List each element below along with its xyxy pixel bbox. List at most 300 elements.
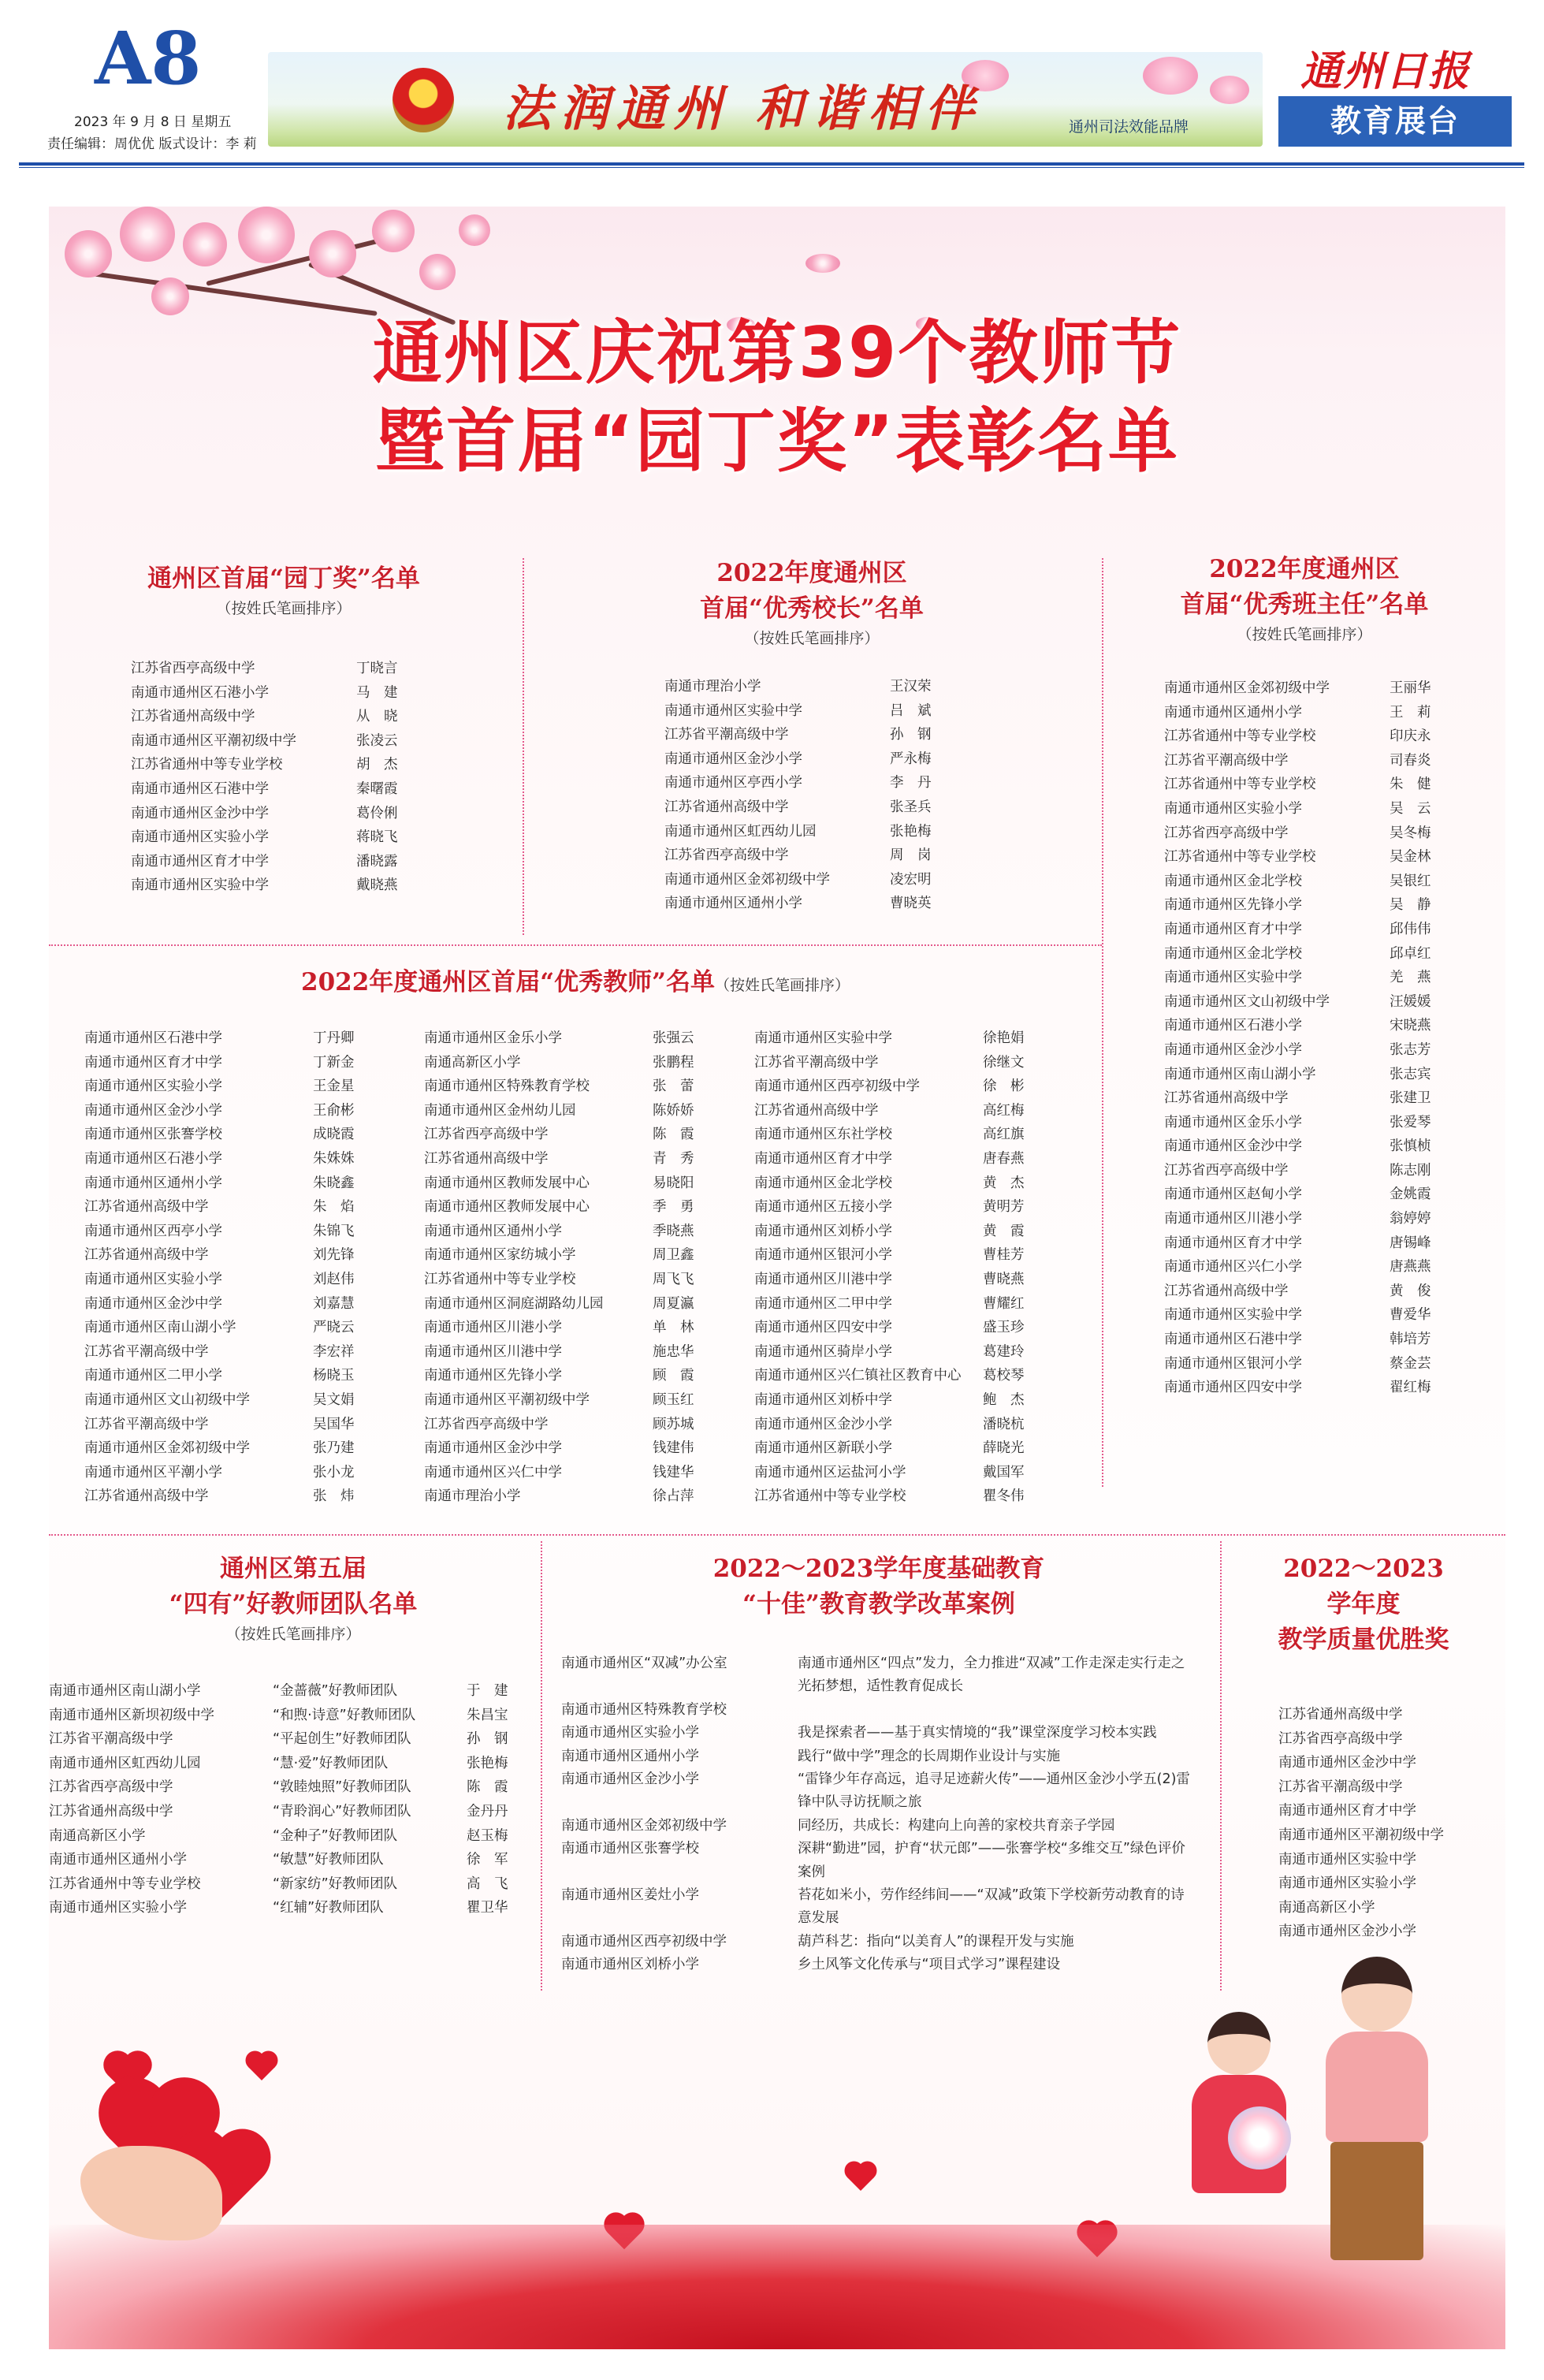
- unit-name: 南通市通州区石港小学: [1164, 1018, 1302, 1034]
- case-title: [798, 1699, 1196, 1722]
- plum-blossom-decoration: [238, 207, 295, 263]
- list-item: [1164, 1159, 1431, 1183]
- list-item: [664, 771, 932, 795]
- unit-name: 江苏省通州中等专业学校: [424, 1271, 576, 1287]
- unit-name: 江苏省通州高级中学: [84, 1199, 209, 1216]
- list-item: [84, 1292, 400, 1317]
- list-item: [424, 1436, 739, 1461]
- unit-name: 南通市通州区教师发展中心: [424, 1175, 590, 1191]
- unit-name: 南通市通州区实验小学: [84, 1078, 222, 1095]
- unit-name: 江苏省平潮高级中学: [1164, 752, 1289, 769]
- plum-blossom-decoration: [183, 222, 227, 266]
- team-name: “红辅”好教师团队: [273, 1900, 384, 1916]
- person-name: 陈 霞: [467, 1779, 508, 1796]
- unit-name: 南通市通州区教师发展中心: [424, 1199, 590, 1216]
- unit-name: 南通市通州区石港中学: [131, 780, 269, 797]
- list-item: [424, 1123, 739, 1147]
- person-name: 易晓阳: [653, 1175, 694, 1191]
- unit-name: 南通市通州区金沙小学: [561, 1771, 699, 1788]
- list-item: [1164, 797, 1431, 821]
- team-row: [49, 1752, 508, 1776]
- person-name: 曹桂芳: [983, 1247, 1025, 1264]
- unit-name: 南通市通州区川港小学: [1164, 1211, 1302, 1227]
- unit-name: 南通市通州区金北学校: [1164, 873, 1302, 889]
- person-name: 高红旗: [983, 1127, 1025, 1143]
- list-item: [1164, 1134, 1431, 1159]
- list-item: [1164, 821, 1431, 846]
- unit-name: 南通市通州区育才中学: [1164, 921, 1302, 937]
- unit-name: 南通市通州区洞庭湖路幼儿园: [424, 1295, 604, 1312]
- unit-name: 南通市通州区刘桥小学: [754, 1223, 892, 1239]
- list-item: [424, 1075, 739, 1099]
- list-item: [84, 1099, 400, 1123]
- unit-name: 南通市通州区刘桥小学: [561, 1957, 699, 1973]
- unit-name: 南通市通州区实验中学: [1164, 1307, 1302, 1324]
- reform-case: [561, 1652, 1196, 1699]
- person-name: 张志宾: [1390, 1066, 1431, 1082]
- list-item: [424, 1195, 739, 1220]
- team-list: [49, 1679, 508, 1920]
- gardener-award-title: 通州区首届“园丁奖”名单: [147, 564, 420, 593]
- person-name: 孙 钢: [467, 1731, 508, 1748]
- unit-name: 南通市通州区实验中学: [664, 702, 802, 719]
- section-label: 教育展台: [1278, 96, 1512, 147]
- person-name: 吴 静: [1390, 897, 1431, 914]
- person-name: 吴国华: [313, 1416, 355, 1432]
- person-name: 凌宏明: [890, 871, 932, 888]
- reform-case: [561, 1931, 1196, 1954]
- person-name: 张鹏程: [653, 1054, 694, 1071]
- unit-name: 江苏省通州高级中学: [84, 1488, 209, 1505]
- unit-name: 江苏省平潮高级中学: [1278, 1778, 1403, 1795]
- person-name: 王丽华: [1390, 680, 1431, 696]
- page-number: A8: [95, 16, 202, 101]
- person-name: 曹爱华: [1390, 1307, 1431, 1324]
- unit-name: 南通市通州区实验小学: [1278, 1875, 1416, 1892]
- unit-name: 南通市通州区实验小学: [1164, 800, 1302, 817]
- team-row: [49, 1824, 508, 1849]
- list-item: [1278, 1896, 1444, 1920]
- list-item: [424, 1388, 739, 1413]
- unit-name: 南通市通州区川港中学: [754, 1271, 892, 1287]
- person-name: 秦曙霞: [356, 780, 398, 797]
- list-item: [664, 675, 932, 699]
- unit-name: 南通市通州区张謇学校: [561, 1841, 699, 1857]
- masthead-logo: 通州日报: [1300, 47, 1471, 95]
- person-name: 周 岗: [890, 847, 932, 864]
- list-item: [754, 1268, 1070, 1292]
- person-name: 成晓霞: [313, 1127, 355, 1143]
- unit-name: 南通市通州区育才中学: [131, 853, 269, 870]
- person-name: 刘赵伟: [313, 1271, 355, 1287]
- plum-blossom-decoration: [459, 214, 490, 246]
- reform-case: [561, 1745, 1196, 1768]
- person-name: 张 蕾: [653, 1078, 694, 1095]
- reform-title-line1: 2022～2023学年度基础教育: [712, 1555, 1045, 1583]
- unit-name: 江苏省平潮高级中学: [84, 1343, 209, 1360]
- list-item: [754, 1340, 1070, 1365]
- person-name: 薛晓光: [983, 1440, 1025, 1457]
- list-item: [131, 657, 398, 681]
- unit-name: 南通市通州区金郊初级中学: [1164, 680, 1330, 696]
- person-name: 王 莉: [1390, 704, 1431, 721]
- unit-name: 南通市通州区金郊初级中学: [561, 1817, 727, 1834]
- list-item: [84, 1340, 400, 1365]
- quality-title-line3: 教学质量优胜奖: [1278, 1625, 1449, 1654]
- person-name: 张小龙: [313, 1464, 355, 1481]
- person-name: 张艳梅: [467, 1755, 508, 1771]
- unit-name: 南通市通州区西亭初级中学: [754, 1078, 920, 1095]
- unit-name: 江苏省通州高级中学: [664, 799, 789, 815]
- plum-blossom-decoration: [65, 230, 112, 277]
- list-item: [424, 1413, 739, 1437]
- unit-name: 江苏省平潮高级中学: [754, 1054, 879, 1071]
- header-rule-thin: [19, 167, 1524, 168]
- person-name: 曹耀红: [983, 1295, 1025, 1312]
- list-item: [1164, 749, 1431, 773]
- list-item: [754, 1123, 1070, 1147]
- person-name: 鲍 杰: [983, 1391, 1025, 1408]
- team-row: [49, 1896, 508, 1920]
- column-divider: [1102, 558, 1103, 1487]
- person-name: 顾苏城: [653, 1416, 694, 1432]
- list-item: [84, 1388, 400, 1413]
- case-title: 同经历，共成长：构建向上向善的家校共育亲子学园: [798, 1817, 1115, 1834]
- flower-decoration: [1143, 57, 1198, 95]
- unit-name: 南通市通州区金沙中学: [131, 805, 269, 821]
- unit-name: 南通市理治小学: [424, 1488, 521, 1505]
- unit-name: 江苏省西亭高级中学: [1164, 825, 1289, 841]
- quality-title-line2: 学年度: [1326, 1589, 1401, 1618]
- unit-name: 南通市通州区金沙中学: [1164, 1138, 1302, 1155]
- person-name: 韩培芳: [1390, 1332, 1431, 1348]
- person-name: 黄明芳: [983, 1199, 1025, 1216]
- list-item: [1278, 1872, 1444, 1896]
- list-item: [424, 1364, 739, 1388]
- list-item: [664, 795, 932, 820]
- list-item: [131, 850, 398, 874]
- person-name: 羌 燕: [1390, 970, 1431, 986]
- person-name: 丁新金: [313, 1054, 355, 1071]
- principal-note: （按姓氏笔画排序）: [744, 629, 880, 647]
- person-name: 唐锡峰: [1390, 1235, 1431, 1251]
- list-item: [424, 1051, 739, 1075]
- reform-title-line2: “十佳”教育教学改革案例: [742, 1589, 1015, 1618]
- national-emblem-icon: [393, 68, 454, 132]
- teacher-list-col2: [424, 1026, 739, 1509]
- person-name: 王俞彬: [313, 1102, 355, 1119]
- list-item: [424, 1316, 739, 1340]
- list-item: [754, 1364, 1070, 1388]
- list-item: [131, 681, 398, 706]
- unit-name: 江苏省平潮高级中学: [84, 1416, 209, 1432]
- list-item: [1164, 1303, 1431, 1328]
- list-item: [1278, 1848, 1444, 1872]
- person-name: 朱昌宝: [467, 1707, 508, 1723]
- unit-name: 南通市通州区先锋小学: [424, 1368, 562, 1384]
- list-item: [1278, 1920, 1444, 1944]
- person-name: 葛校琴: [983, 1368, 1025, 1384]
- petal-decoration: [805, 254, 840, 273]
- header-rule: [19, 162, 1524, 166]
- list-item: [664, 820, 932, 844]
- gardener-award-note: （按姓氏笔画排序）: [216, 599, 352, 617]
- list-item: [754, 1075, 1070, 1099]
- list-item: [424, 1268, 739, 1292]
- person-name: 季 勇: [653, 1199, 694, 1216]
- list-item: [131, 777, 398, 802]
- list-item: [754, 1171, 1070, 1196]
- list-item: [664, 892, 932, 916]
- unit-name: 南通高新区小学: [1278, 1899, 1375, 1916]
- team-row: [49, 1679, 508, 1704]
- person-name: 张爱琴: [1390, 1114, 1431, 1130]
- person-name: 张慎桢: [1390, 1138, 1431, 1155]
- plum-blossom-decoration: [419, 254, 456, 290]
- person-name: 周夏瀛: [653, 1295, 694, 1312]
- section-divider: [49, 944, 1102, 946]
- unit-name: 江苏省通州高级中学: [1164, 1090, 1289, 1107]
- person-name: 黄 俊: [1390, 1283, 1431, 1299]
- list-item: [84, 1364, 400, 1388]
- person-name: 吕 斌: [890, 702, 932, 719]
- headteacher-note: （按姓氏笔画排序）: [1237, 625, 1372, 643]
- list-item: [754, 1195, 1070, 1220]
- law-banner: [268, 52, 1263, 147]
- list-item: [1164, 1279, 1431, 1304]
- plum-blossom-decoration: [309, 230, 356, 277]
- unit-name: 南通市通州区金沙小学: [1164, 1041, 1302, 1058]
- person-name: 潘晓杭: [983, 1416, 1025, 1432]
- unit-name: 南通市通州区刘桥中学: [754, 1391, 892, 1408]
- unit-name: 南通市通州区兴仁镇社区教育中心: [754, 1368, 962, 1384]
- person-name: 徐艳娟: [983, 1030, 1025, 1046]
- list-item: [754, 1484, 1070, 1509]
- unit-name: 南通市通州区骑岸小学: [754, 1343, 892, 1360]
- unit-name: 南通市通州区特殊教育学校: [424, 1078, 590, 1095]
- list-item: [131, 802, 398, 826]
- list-item: [754, 1436, 1070, 1461]
- team-row: [49, 1848, 508, 1872]
- team-name: “平起创生”好教师团队: [273, 1731, 411, 1748]
- team-name: “青聆润心”好教师团队: [273, 1803, 411, 1819]
- list-item: [754, 1220, 1070, 1244]
- team-name: “金种子”好教师团队: [273, 1827, 398, 1844]
- unit-name: 南通市通州区实验中学: [1278, 1851, 1416, 1868]
- column-divider: [541, 1541, 542, 1991]
- list-item: [754, 1388, 1070, 1413]
- unit-name: 南通市通州区平潮初级中学: [1278, 1827, 1444, 1843]
- quality-list: [1278, 1703, 1444, 1944]
- publication-date: 2023 年 9 月 8 日 星期五: [74, 114, 232, 130]
- list-item: [424, 1147, 739, 1171]
- teacher-illustration: [1310, 1957, 1444, 2288]
- person-name: 金姚霞: [1390, 1186, 1431, 1203]
- unit-name: 江苏省通州中等专业学校: [131, 757, 283, 773]
- list-item: [1164, 870, 1431, 894]
- person-name: 张艳梅: [890, 823, 932, 840]
- list-item: [84, 1075, 400, 1099]
- unit-name: 南通市通州区金北学校: [1164, 945, 1302, 962]
- list-item: [754, 1243, 1070, 1268]
- reform-case: [561, 1838, 1196, 1884]
- unit-name: 江苏省西亭高级中学: [131, 661, 255, 676]
- list-item: [1164, 893, 1431, 918]
- person-name: 潘晓露: [356, 853, 398, 870]
- teacher-note: （按姓氏笔画排序）: [714, 977, 850, 994]
- unit-name: 南通市通州区运盐河小学: [754, 1464, 906, 1481]
- person-name: 徐继文: [983, 1054, 1025, 1071]
- team-row: [49, 1872, 508, 1897]
- list-item: [1164, 676, 1431, 701]
- list-item: [1278, 1823, 1444, 1848]
- unit-name: 南通市通州区实验小学: [561, 1725, 699, 1741]
- unit-name: 南通市通州区虹西幼儿园: [49, 1755, 201, 1771]
- person-name: 王汉荣: [890, 679, 932, 695]
- unit-name: 南通市通州区南山湖小学: [84, 1320, 236, 1336]
- list-item: [1278, 1775, 1444, 1800]
- unit-name: 南通市通州区银河小学: [754, 1247, 892, 1264]
- teacher-list-col1: [84, 1026, 400, 1509]
- person-name: 马 建: [356, 684, 398, 701]
- unit-name: 南通市通州区兴仁小学: [1164, 1259, 1302, 1276]
- unit-name: 江苏省西亭高级中学: [424, 1416, 549, 1432]
- gardener-award-section: [63, 561, 504, 618]
- person-name: 季晓燕: [653, 1223, 694, 1239]
- person-name: 朱 焰: [313, 1199, 355, 1216]
- person-name: 朱晓鑫: [313, 1175, 355, 1191]
- unit-name: 南通市通州区四安中学: [754, 1320, 892, 1336]
- case-title: “雷锋少年存高远，追寻足迹薪火传”——通州区金沙小学五(2)雷锋中队寻访抚顺之旅: [798, 1771, 1190, 1811]
- unit-name: 南通市通州区实验小学: [84, 1271, 222, 1287]
- list-item: [84, 1436, 400, 1461]
- list-item: [664, 868, 932, 892]
- list-item: [1164, 724, 1431, 749]
- person-name: 张 炜: [313, 1488, 355, 1505]
- plum-blossom-decoration: [120, 207, 175, 262]
- person-name: 印庆永: [1390, 728, 1431, 745]
- person-name: 戴国军: [983, 1464, 1025, 1481]
- headteacher-list: [1164, 676, 1431, 1400]
- unit-name: 南通市通州区金乐小学: [424, 1030, 562, 1046]
- case-title: 乡土风筝文化传承与“项目式学习”课程建设: [798, 1957, 1061, 1973]
- unit-name: 南通市通州区西亭初级中学: [561, 1933, 727, 1950]
- unit-name: 江苏省通州中等专业学校: [1164, 728, 1316, 745]
- person-name: 高红梅: [983, 1102, 1025, 1119]
- person-name: 顾玉红: [653, 1391, 694, 1408]
- person-name: 施忠华: [653, 1343, 694, 1360]
- quality-section: [1222, 1551, 1505, 1658]
- list-item: [664, 699, 932, 724]
- list-item: [84, 1484, 400, 1509]
- unit-name: 南通市通州区“双减”办公室: [561, 1656, 727, 1671]
- person-name: 吴 云: [1390, 800, 1431, 817]
- person-name: 瞿冬伟: [983, 1488, 1025, 1505]
- unit-name: 江苏省通州中等专业学校: [1164, 777, 1316, 793]
- banner-slogan: 法润通州 和谐相伴: [503, 80, 982, 137]
- unit-name: 南通市通州区五接小学: [754, 1199, 892, 1216]
- unit-name: 南通市通州区新坝初级中学: [49, 1707, 214, 1723]
- person-name: 高 飞: [467, 1875, 508, 1892]
- list-item: [1164, 990, 1431, 1015]
- unit-name: 南通市通州区育才中学: [84, 1054, 222, 1071]
- reform-section: [544, 1551, 1214, 1622]
- unit-name: 南通市通州区通州小学: [424, 1223, 562, 1239]
- person-name: 宋晓燕: [1390, 1018, 1431, 1034]
- person-name: 张乃建: [313, 1440, 355, 1457]
- unit-name: 江苏省西亭高级中学: [1164, 1162, 1289, 1179]
- list-item: [754, 1292, 1070, 1317]
- unit-name: 南通市通州区实验中学: [754, 1030, 892, 1046]
- unit-name: 江苏省通州高级中学: [49, 1803, 173, 1819]
- person-name: 刘先锋: [313, 1247, 355, 1264]
- person-name: 唐春燕: [983, 1150, 1025, 1167]
- unit-name: 南通市通州区金沙中学: [424, 1440, 562, 1457]
- unit-name: 南通市通州区实验中学: [1164, 970, 1302, 986]
- list-item: [84, 1243, 400, 1268]
- unit-name: 南通市通州区西亭小学: [84, 1223, 222, 1239]
- unit-name: 南通市通州区金沙小学: [754, 1416, 892, 1432]
- flower-decoration: [1210, 76, 1249, 104]
- list-item: [1164, 1038, 1431, 1063]
- unit-name: 南通市通州区新联小学: [754, 1440, 892, 1457]
- case-title: 践行“做中学”理念的长周期作业设计与实施: [798, 1748, 1061, 1764]
- team-row: [49, 1727, 508, 1752]
- list-item: [84, 1051, 400, 1075]
- team-name: “金蔷薇”好教师团队: [273, 1683, 398, 1699]
- quality-title-line1: 2022～2023: [1283, 1555, 1444, 1583]
- person-name: 张圣兵: [890, 799, 932, 815]
- unit-name: 江苏省通州高级中学: [754, 1102, 879, 1119]
- person-name: 吴银红: [1390, 873, 1431, 889]
- person-name: 徐 彬: [983, 1078, 1025, 1095]
- unit-name: 南通市通州区先锋小学: [1164, 897, 1302, 914]
- list-item: [84, 1461, 400, 1485]
- headteacher-section: [1103, 552, 1505, 644]
- person-name: 葛伶俐: [356, 805, 398, 821]
- person-name: 张建卫: [1390, 1090, 1431, 1107]
- case-title: 深耕“勤进”园，护育“状元郎”——张謇学校“多维交互”绿色评价案例: [798, 1841, 1185, 1880]
- unit-name: 南通市通州区二甲中学: [754, 1295, 892, 1312]
- unit-name: 南通市通州区金沙小学: [664, 751, 802, 767]
- list-item: [131, 705, 398, 729]
- list-item: [424, 1461, 739, 1485]
- unit-name: 南通市通州区石港小学: [131, 684, 269, 701]
- unit-name: 江苏省通州中等专业学校: [1164, 849, 1316, 866]
- unit-name: 南通市通州区家纺城小学: [424, 1247, 576, 1264]
- unit-name: 江苏省平潮高级中学: [664, 727, 789, 743]
- person-name: 翁婷婷: [1390, 1211, 1431, 1227]
- list-item: [1278, 1727, 1444, 1752]
- list-item: [424, 1243, 739, 1268]
- person-name: 葛建玲: [983, 1343, 1025, 1360]
- list-item: [131, 753, 398, 777]
- unit-name: 江苏省平潮高级中学: [49, 1731, 173, 1748]
- unit-name: 南通市通州区金北学校: [754, 1175, 892, 1191]
- team-row: [49, 1775, 508, 1800]
- unit-name: 江苏省西亭高级中学: [424, 1127, 549, 1143]
- person-name: 金丹丹: [467, 1803, 508, 1819]
- unit-name: 南通市通州区金沙小学: [1278, 1924, 1416, 1940]
- list-item: [84, 1123, 400, 1147]
- unit-name: 南通市通州区石港中学: [1164, 1332, 1302, 1348]
- list-item: [754, 1026, 1070, 1051]
- list-item: [1278, 1703, 1444, 1727]
- list-item: [1164, 1376, 1431, 1400]
- list-item: [1164, 773, 1431, 797]
- list-item: [1164, 966, 1431, 990]
- reform-list: [561, 1652, 1196, 1977]
